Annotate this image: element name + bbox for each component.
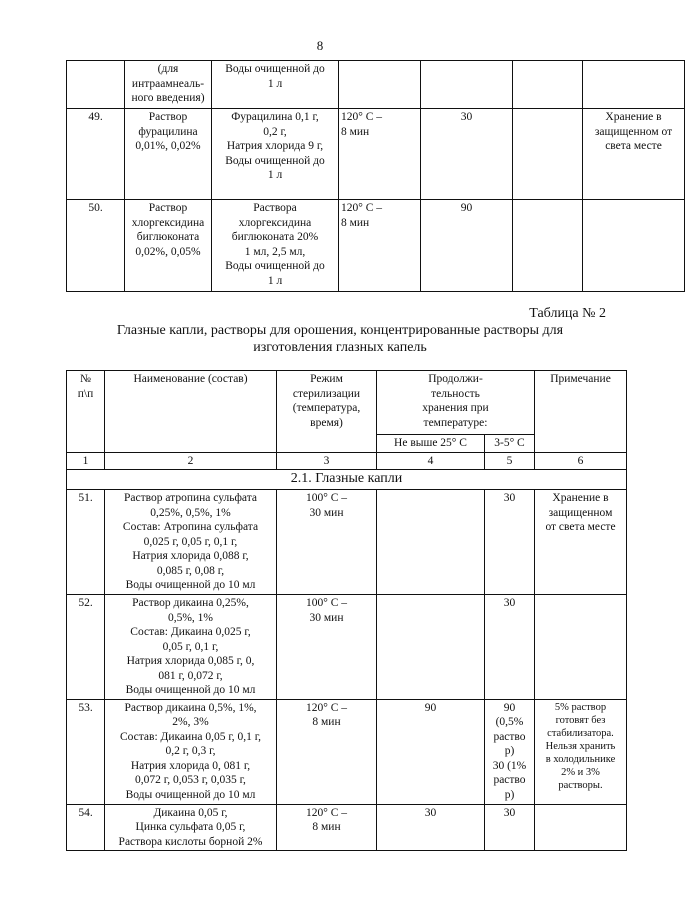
eye-drops-table	[66, 370, 627, 851]
preparation-name: Раствор дикаина 0,5%, 1%, 2%, 3% Состав: Дикаина 0,05 г, 0,1 г, 0,2 г, 0,3 г, Натрия хлорида 0, 081 г, 0,072 г, 0,053 г, 0,035 г, Воды очищенной до 10 мл	[105, 699, 277, 804]
col-number: 4	[377, 452, 485, 470]
note: Хранение в защищенном от света месте	[583, 109, 685, 200]
section-row	[67, 470, 627, 490]
header-number: № п\п	[67, 371, 105, 453]
col-number: 6	[535, 452, 627, 470]
storage-duration-cold: 30	[485, 595, 535, 700]
storage-duration: 30	[377, 804, 485, 851]
storage-duration: 90	[377, 699, 485, 804]
storage-duration	[377, 595, 485, 700]
header-duration: Продолжи- тельность хранения при температуре:	[377, 371, 535, 435]
row-number: 52.	[67, 595, 105, 700]
sterilization-mode: 120° С – 8 мин	[339, 109, 421, 200]
header-note: Примечание	[535, 371, 627, 453]
preparation-name: (для интраамнеаль- ного введения)	[125, 61, 212, 109]
table-row	[67, 109, 685, 200]
composition: Раствора хлоргексидина биглюконата 20% 1 мл, 2,5 мл, Воды очищенной до 1 л	[212, 200, 339, 292]
note: Хранение в защищенном от света месте	[535, 490, 627, 595]
note	[583, 61, 685, 109]
storage-duration-cold: 30	[485, 490, 535, 595]
row-number: 51.	[67, 490, 105, 595]
row-number: 54.	[67, 804, 105, 851]
col-number: 2	[105, 452, 277, 470]
sterilization-mode: 120° С – 8 мин	[277, 699, 377, 804]
header-temp-high: Не выше 25° С	[377, 435, 485, 453]
row-number: 53.	[67, 699, 105, 804]
table-row	[67, 200, 685, 292]
header-temp-low: 3-5° С	[485, 435, 535, 453]
preparation-name: Раствор хлоргексидина биглюконата 0,02%, 0,05%	[125, 200, 212, 292]
preparation-name: Дикаина 0,05 г, Цинка сульфата 0,05 г, Раствора кислоты борной 2%	[105, 804, 277, 851]
header-mode: Режим стерилизации (температура, время)	[277, 371, 377, 453]
table-row	[67, 595, 627, 700]
composition: Фурацилина 0,1 г, 0,2 г, Натрия хлорида 9 г, Воды очищенной до 1 л	[212, 109, 339, 200]
preparation-name: Раствор дикаина 0,25%, 0,5%, 1% Состав: Дикаина 0,025 г, 0,05 г, 0,1 г, Натрия хлорида 0,085 г, 0, 081 г, 0,072 г, Воды очищенной до 10 мл	[105, 595, 277, 700]
storage-duration	[421, 61, 513, 109]
sterilization-mode	[339, 61, 421, 109]
page-number: 8	[316, 38, 324, 53]
header-name: Наименование (состав)	[105, 371, 277, 453]
storage-duration: 30	[421, 109, 513, 200]
sterilization-mode: 120° С – 8 мин	[339, 200, 421, 292]
note: 5% раствор готовят без стабилизатора. Нельзя хранить в холодильнике 2% и 3% растворы.	[535, 699, 627, 804]
preparation-name: Раствор фурацилина 0,01%, 0,02%	[125, 109, 212, 200]
row-number	[67, 61, 125, 109]
sterilization-table-continued	[66, 60, 685, 292]
note	[583, 200, 685, 292]
storage-duration-cold	[513, 109, 583, 200]
storage-duration-cold	[513, 61, 583, 109]
composition: Воды очищенной до 1 л	[212, 61, 339, 109]
storage-duration-cold: 90 (0,5% раство р) 30 (1% раство р)	[485, 699, 535, 804]
sterilization-mode: 120° С – 8 мин	[277, 804, 377, 851]
table-row	[67, 699, 627, 804]
note	[535, 595, 627, 700]
sterilization-mode: 100° С – 30 мин	[277, 595, 377, 700]
column-number-row	[67, 452, 627, 470]
storage-duration-cold: 30	[485, 804, 535, 851]
storage-duration: 90	[421, 200, 513, 292]
row-number: 50.	[67, 200, 125, 292]
col-number: 3	[277, 452, 377, 470]
storage-duration	[377, 490, 485, 595]
sterilization-mode: 100° С – 30 мин	[277, 490, 377, 595]
col-number: 5	[485, 452, 535, 470]
storage-duration-cold	[513, 200, 583, 292]
table-number: Таблица № 2	[529, 306, 606, 321]
note	[535, 804, 627, 851]
col-number: 1	[67, 452, 105, 470]
table-row	[67, 490, 627, 595]
preparation-name: Раствор атропина сульфата 0,25%, 0,5%, 1% Состав: Атропина сульфата 0,025 г, 0,05 г, 0,1 г, Натрия хлорида 0,088 г, 0,085 г, 0,08 г, Воды очищенной до 10 мл	[105, 490, 277, 595]
table-row	[67, 804, 627, 851]
table-heading: Глазные капли, растворы для орошения, концентрированные растворы для изготовления глазных капель	[116, 323, 564, 355]
row-number: 49.	[67, 109, 125, 200]
table-row	[67, 61, 685, 109]
header-row	[67, 371, 627, 435]
section-title: 2.1. Глазные капли	[67, 470, 627, 490]
